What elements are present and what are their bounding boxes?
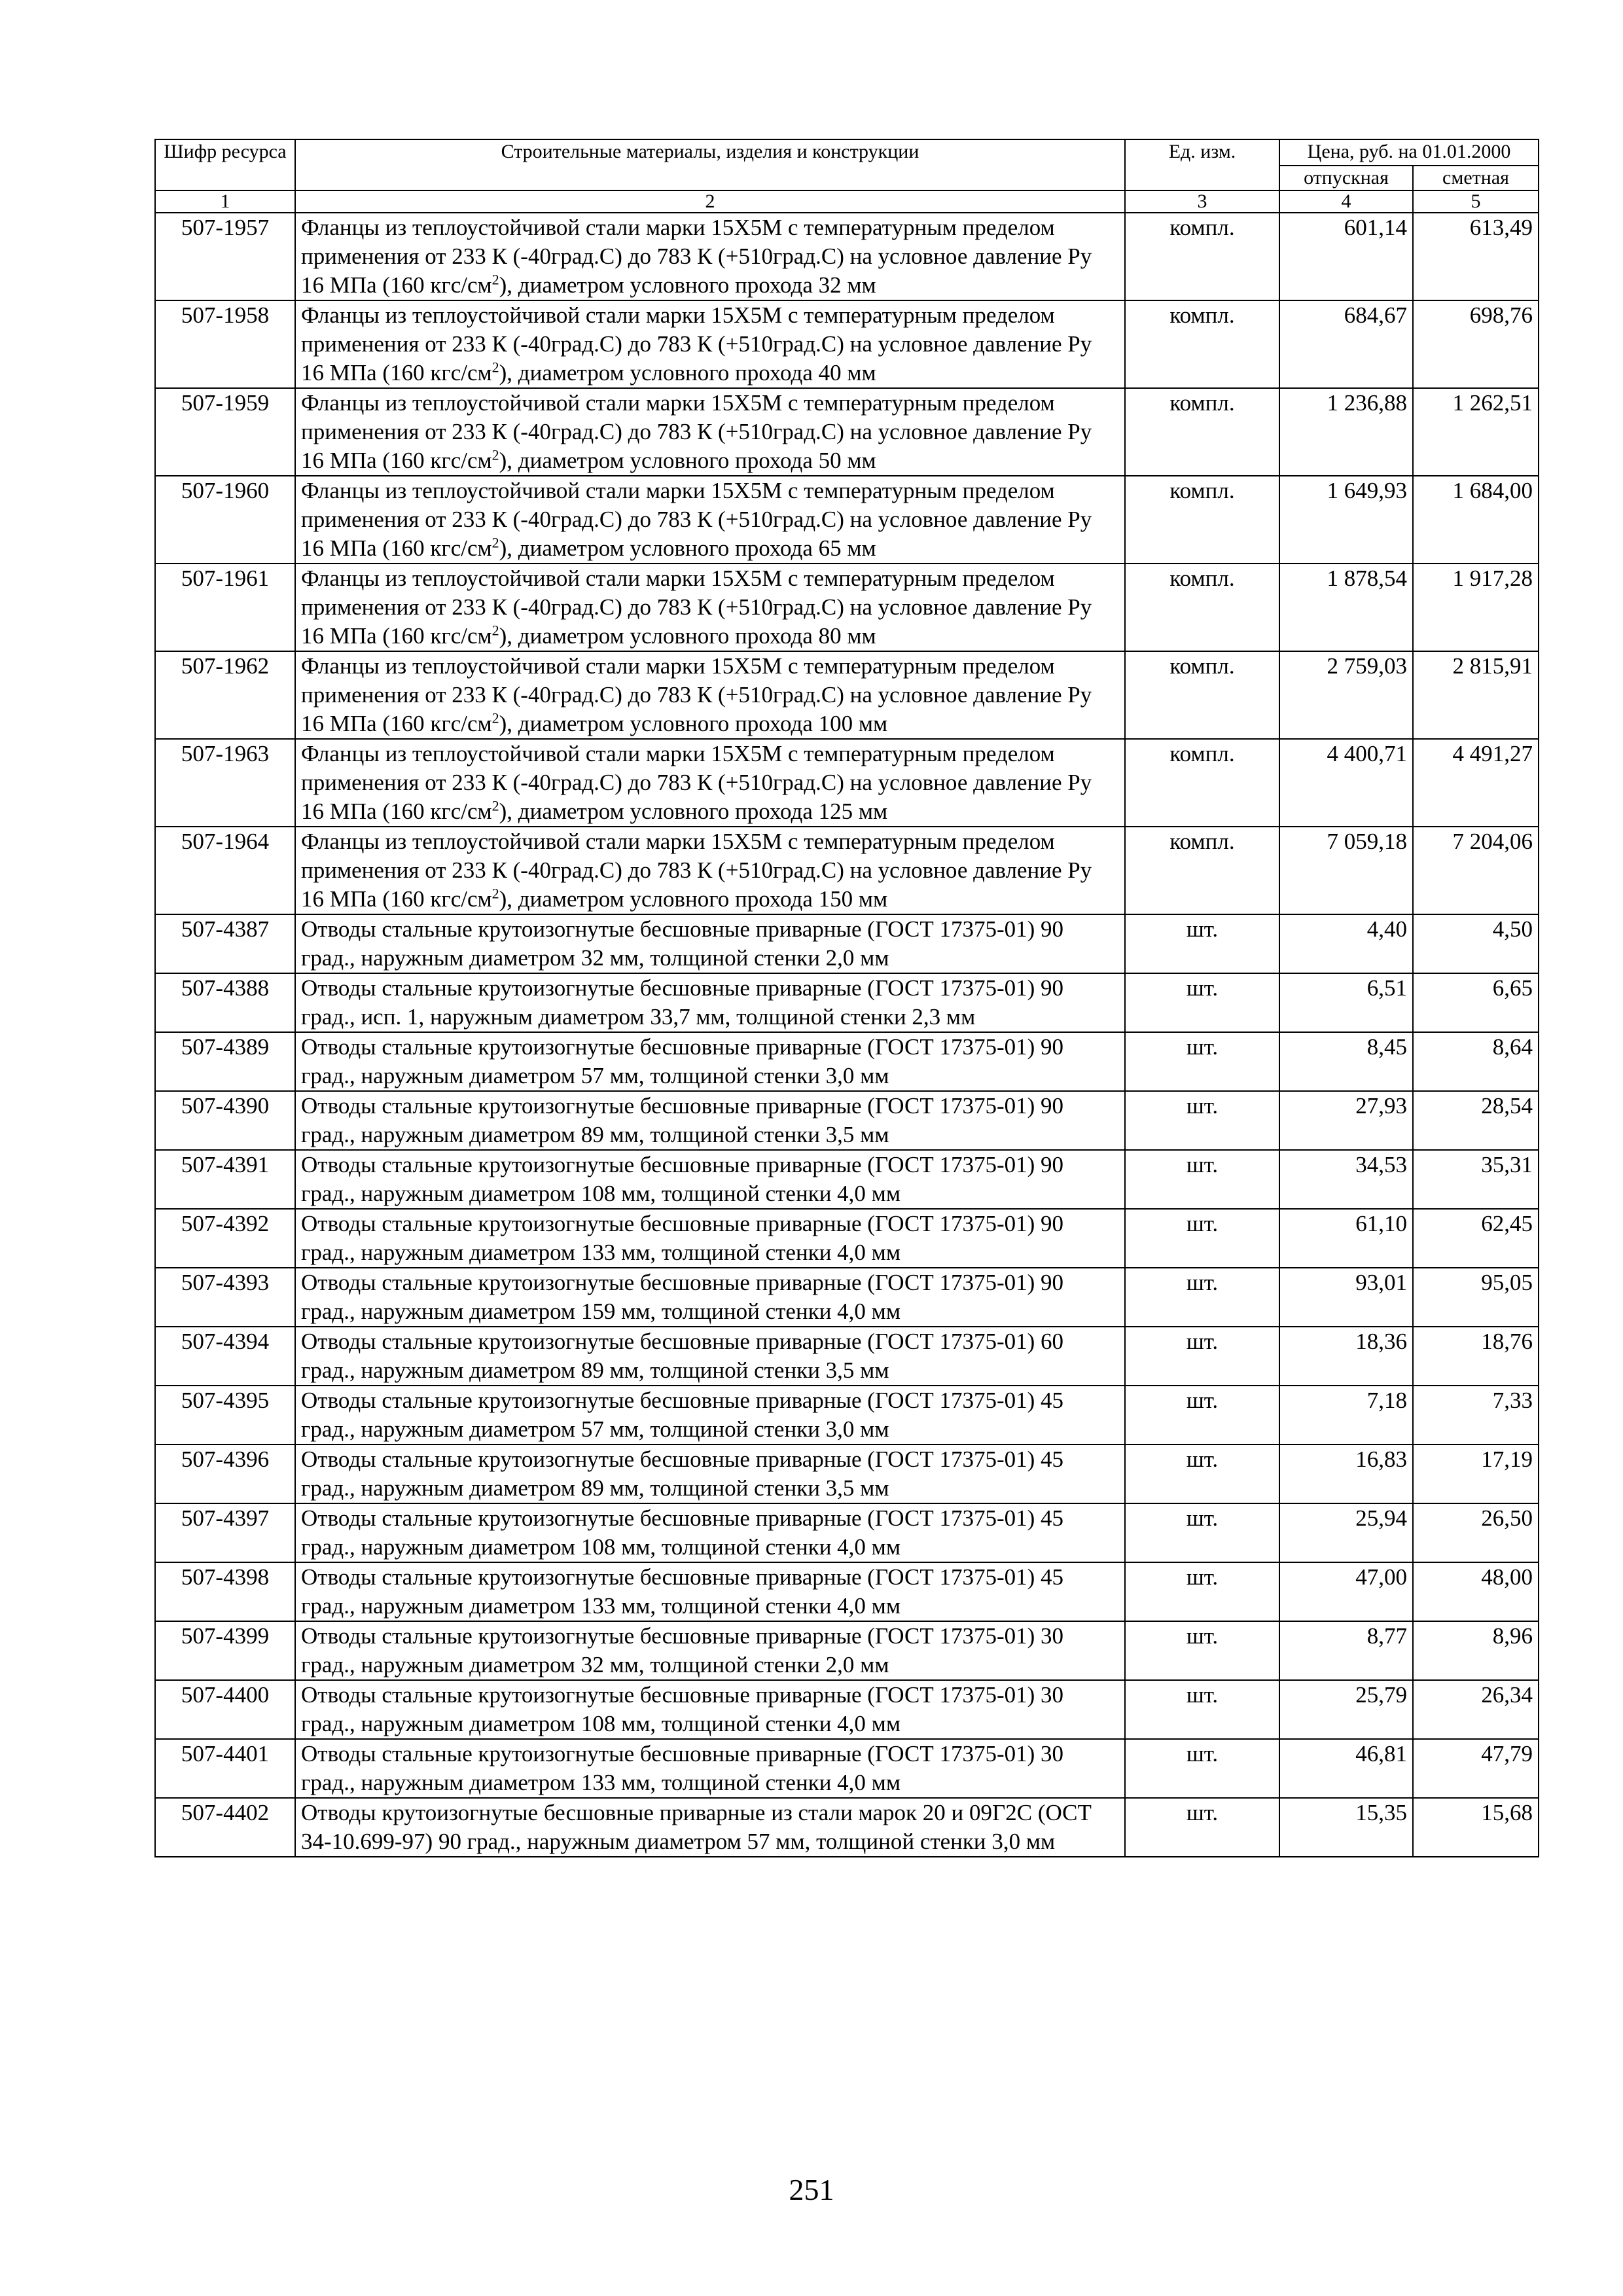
superscript: 2: [491, 797, 499, 814]
unit-of-measure: компл.: [1125, 476, 1279, 564]
release-price: 25,79: [1279, 1680, 1413, 1739]
release-price: 15,35: [1279, 1798, 1413, 1857]
release-price: 4,40: [1279, 914, 1413, 973]
resource-code: 507-4401: [155, 1739, 295, 1798]
material-description: [295, 1562, 1125, 1621]
resource-code: 507-4393: [155, 1268, 295, 1327]
resource-code: 507-1962: [155, 651, 295, 739]
material-description: [295, 1444, 1125, 1503]
description-text: Отводы стальные крутоизогнутые бесшовные приварные (ГОСТ 17375-01) 90 град., наружным диаметром 159 мм, толщиной стенки 4,0 мм: [301, 1270, 1064, 1324]
column-number: 4: [1279, 190, 1413, 213]
table-row: [155, 1268, 1539, 1327]
table-row: [155, 1798, 1539, 1857]
description-text: Фланцы из теплоустойчивой стали марки 15Х5М с температурным пределом применения от 233 К (-40град.С) до 783 К (+510град.С) на условное давление Ру 16 МПа (160 кгс/см: [301, 653, 1092, 736]
description-text-tail: ), диаметром условного прохода 150 мм: [499, 886, 888, 912]
resource-code: 507-4392: [155, 1209, 295, 1268]
description-text: Отводы стальные крутоизогнутые бесшовные приварные (ГОСТ 17375-01) 90 град., наружным диаметром 108 мм, толщиной стенки 4,0 мм: [301, 1152, 1064, 1206]
resource-code: 507-1957: [155, 213, 295, 300]
material-description: [295, 1209, 1125, 1268]
estimate-price: 7,33: [1413, 1386, 1539, 1444]
estimate-price: 95,05: [1413, 1268, 1539, 1327]
price-table: [154, 139, 1539, 1857]
estimate-price: 17,19: [1413, 1444, 1539, 1503]
resource-code: 507-1960: [155, 476, 295, 564]
estimate-price: 6,65: [1413, 973, 1539, 1032]
estimate-price: 47,79: [1413, 1739, 1539, 1798]
resource-code: 507-1961: [155, 564, 295, 651]
description-text: Отводы стальные крутоизогнутые бесшовные приварные (ГОСТ 17375-01) 30 град., наружным диаметром 133 мм, толщиной стенки 4,0 мм: [301, 1741, 1064, 1795]
superscript: 2: [491, 446, 499, 463]
unit-of-measure: шт.: [1125, 1386, 1279, 1444]
unit-of-measure: шт.: [1125, 1091, 1279, 1150]
description-text: Отводы стальные крутоизогнутые бесшовные приварные (ГОСТ 17375-01) 90 град., наружным диаметром 57 мм, толщиной стенки 3,0 мм: [301, 1034, 1064, 1088]
unit-of-measure: компл.: [1125, 827, 1279, 914]
material-description: [295, 1268, 1125, 1327]
release-price: 34,53: [1279, 1150, 1413, 1209]
unit-of-measure: шт.: [1125, 1562, 1279, 1621]
resource-code: 507-1958: [155, 300, 295, 388]
material-description: [295, 1150, 1125, 1209]
estimate-price: 18,76: [1413, 1327, 1539, 1386]
description-text-tail: ), диаметром условного прохода 40 мм: [499, 360, 876, 386]
column-number: 3: [1125, 190, 1279, 213]
superscript: 2: [491, 885, 499, 902]
estimate-price: 1 262,51: [1413, 388, 1539, 476]
unit-of-measure: шт.: [1125, 1503, 1279, 1562]
estimate-price: 2 815,91: [1413, 651, 1539, 739]
unit-of-measure: шт.: [1125, 1209, 1279, 1268]
release-price: 46,81: [1279, 1739, 1413, 1798]
table-row: [155, 1444, 1539, 1503]
table-row: [155, 1327, 1539, 1386]
description-text-tail: ), диаметром условного прохода 100 мм: [499, 711, 888, 736]
table-row: [155, 1150, 1539, 1209]
material-description: [295, 476, 1125, 564]
table-row: [155, 300, 1539, 388]
unit-of-measure: шт.: [1125, 1150, 1279, 1209]
material-description: [295, 914, 1125, 973]
description-text: Фланцы из теплоустойчивой стали марки 15Х5М с температурным пределом применения от 233 К (-40град.С) до 783 К (+510град.С) на условное давление Ру 16 МПа (160 кгс/см: [301, 741, 1092, 824]
description-text: Отводы стальные крутоизогнутые бесшовные приварные (ГОСТ 17375-01) 45 град., наружным диаметром 108 мм, толщиной стенки 4,0 мм: [301, 1505, 1064, 1560]
superscript: 2: [491, 622, 499, 639]
page-number: 251: [789, 2173, 834, 2206]
description-text-tail: ), диаметром условного прохода 50 мм: [499, 448, 876, 473]
release-price: 2 759,03: [1279, 651, 1413, 739]
resource-code: 507-4387: [155, 914, 295, 973]
estimate-price: 48,00: [1413, 1562, 1539, 1621]
resource-code: 507-4394: [155, 1327, 295, 1386]
table-row: [155, 1091, 1539, 1150]
column-numbers-row: [155, 190, 1539, 213]
resource-code: 507-1959: [155, 388, 295, 476]
resource-code: 507-4398: [155, 1562, 295, 1621]
material-description: [295, 827, 1125, 914]
table-row: [155, 739, 1539, 827]
release-price: 684,67: [1279, 300, 1413, 388]
material-description: [295, 564, 1125, 651]
unit-of-measure: шт.: [1125, 973, 1279, 1032]
description-text: Фланцы из теплоустойчивой стали марки 15Х5М с температурным пределом применения от 233 К (-40град.С) до 783 К (+510град.С) на условное давление Ру 16 МПа (160 кгс/см: [301, 215, 1092, 298]
resource-code: 507-4391: [155, 1150, 295, 1209]
resource-code: 507-4396: [155, 1444, 295, 1503]
release-price: 1 236,88: [1279, 388, 1413, 476]
estimate-price: 7 204,06: [1413, 827, 1539, 914]
superscript: 2: [491, 359, 499, 376]
description-text-tail: ), диаметром условного прохода 65 мм: [499, 535, 876, 561]
resource-code: 507-4400: [155, 1680, 295, 1739]
table-row: [155, 1621, 1539, 1680]
table-body: [155, 213, 1539, 1857]
material-description: [295, 1091, 1125, 1150]
unit-of-measure: шт.: [1125, 1327, 1279, 1386]
unit-of-measure: шт.: [1125, 1621, 1279, 1680]
estimate-price: 8,96: [1413, 1621, 1539, 1680]
table-row: [155, 973, 1539, 1032]
release-price: 18,36: [1279, 1327, 1413, 1386]
material-description: [295, 388, 1125, 476]
unit-of-measure: компл.: [1125, 651, 1279, 739]
description-text: Отводы стальные крутоизогнутые бесшовные приварные (ГОСТ 17375-01) 90 град., исп. 1, наружным диаметром 33,7 мм, толщиной стенки 2,3 мм: [301, 975, 1064, 1030]
resource-code: 507-4395: [155, 1386, 295, 1444]
estimate-price: 28,54: [1413, 1091, 1539, 1150]
unit-of-measure: компл.: [1125, 564, 1279, 651]
description-text: Фланцы из теплоустойчивой стали марки 15Х5М с температурным пределом применения от 233 К (-40град.С) до 783 К (+510град.С) на условное давление Ру 16 МПа (160 кгс/см: [301, 565, 1092, 649]
material-description: [295, 1739, 1125, 1798]
release-price: 47,00: [1279, 1562, 1413, 1621]
resource-code: 507-4390: [155, 1091, 295, 1150]
column-number: 2: [295, 190, 1125, 213]
table-row: [155, 213, 1539, 300]
unit-of-measure: компл.: [1125, 739, 1279, 827]
header-release: отпускная: [1279, 166, 1413, 190]
description-text: Фланцы из теплоустойчивой стали марки 15Х5М с температурным пределом применения от 233 К (-40град.С) до 783 К (+510град.С) на условное давление Ру 16 МПа (160 кгс/см: [301, 829, 1092, 912]
unit-of-measure: шт.: [1125, 1798, 1279, 1857]
header-name: Строительные материалы, изделия и конструкции: [295, 139, 1125, 190]
table-row: [155, 1680, 1539, 1739]
description-text: Отводы стальные крутоизогнутые бесшовные приварные (ГОСТ 17375-01) 60 град., наружным диаметром 89 мм, толщиной стенки 3,5 мм: [301, 1329, 1064, 1383]
column-number: 5: [1413, 190, 1539, 213]
material-description: [295, 739, 1125, 827]
description-text: Отводы стальные крутоизогнутые бесшовные приварные (ГОСТ 17375-01) 45 град., наружным диаметром 57 мм, толщиной стенки 3,0 мм: [301, 1388, 1064, 1442]
material-description: [295, 300, 1125, 388]
release-price: 601,14: [1279, 213, 1413, 300]
description-text: Отводы стальные крутоизогнутые бесшовные приварные (ГОСТ 17375-01) 45 град., наружным диаметром 133 мм, толщиной стенки 4,0 мм: [301, 1564, 1064, 1619]
material-description: [295, 1032, 1125, 1091]
resource-code: 507-4399: [155, 1621, 295, 1680]
description-text: Отводы стальные крутоизогнутые бесшовные приварные (ГОСТ 17375-01) 30 град., наружным диаметром 108 мм, толщиной стенки 4,0 мм: [301, 1682, 1064, 1736]
release-price: 7 059,18: [1279, 827, 1413, 914]
superscript: 2: [491, 709, 499, 726]
resource-code: 507-1964: [155, 827, 295, 914]
column-number: 1: [155, 190, 295, 213]
description-text: Фланцы из теплоустойчивой стали марки 15Х5М с температурным пределом применения от 233 К (-40град.С) до 783 К (+510град.С) на условное давление Ру 16 МПа (160 кгс/см: [301, 478, 1092, 561]
superscript: 2: [491, 271, 499, 288]
estimate-price: 698,76: [1413, 300, 1539, 388]
header-price: Цена, руб. на 01.01.2000: [1279, 139, 1539, 166]
release-price: 6,51: [1279, 973, 1413, 1032]
estimate-price: 26,50: [1413, 1503, 1539, 1562]
description-text-tail: ), диаметром условного прохода 80 мм: [499, 623, 876, 649]
release-price: 7,18: [1279, 1386, 1413, 1444]
table-row: [155, 1032, 1539, 1091]
release-price: 8,77: [1279, 1621, 1413, 1680]
description-text: Отводы стальные крутоизогнутые бесшовные приварные (ГОСТ 17375-01) 90 град., наружным диаметром 89 мм, толщиной стенки 3,5 мм: [301, 1093, 1064, 1147]
material-description: [295, 1621, 1125, 1680]
unit-of-measure: компл.: [1125, 213, 1279, 300]
release-price: 1 878,54: [1279, 564, 1413, 651]
table-row: [155, 1562, 1539, 1621]
table-row: [155, 1503, 1539, 1562]
release-price: 1 649,93: [1279, 476, 1413, 564]
release-price: 8,45: [1279, 1032, 1413, 1091]
table-row: [155, 564, 1539, 651]
release-price: 4 400,71: [1279, 739, 1413, 827]
material-description: [295, 1386, 1125, 1444]
unit-of-measure: компл.: [1125, 300, 1279, 388]
table-row: [155, 914, 1539, 973]
resource-code: 507-4389: [155, 1032, 295, 1091]
unit-of-measure: шт.: [1125, 1444, 1279, 1503]
table-row: [155, 1739, 1539, 1798]
superscript: 2: [491, 534, 499, 551]
resource-code: 507-1963: [155, 739, 295, 827]
description-text: Отводы стальные крутоизогнутые бесшовные приварные (ГОСТ 17375-01) 90 град., наружным диаметром 32 мм, толщиной стенки 2,0 мм: [301, 916, 1064, 971]
table-row: [155, 476, 1539, 564]
resource-code: 507-4397: [155, 1503, 295, 1562]
release-price: 93,01: [1279, 1268, 1413, 1327]
estimate-price: 35,31: [1413, 1150, 1539, 1209]
description-text-tail: ), диаметром условного прохода 125 мм: [499, 798, 888, 824]
unit-of-measure: шт.: [1125, 1268, 1279, 1327]
description-text: Фланцы из теплоустойчивой стали марки 15Х5М с температурным пределом применения от 233 К (-40град.С) до 783 К (+510град.С) на условное давление Ру 16 МПа (160 кгс/см: [301, 390, 1092, 473]
unit-of-measure: компл.: [1125, 388, 1279, 476]
description-text-tail: ), диаметром условного прохода 32 мм: [499, 272, 876, 298]
table-row: [155, 1209, 1539, 1268]
material-description: [295, 1503, 1125, 1562]
material-description: [295, 1798, 1125, 1857]
resource-code: 507-4388: [155, 973, 295, 1032]
table-row: [155, 827, 1539, 914]
release-price: 61,10: [1279, 1209, 1413, 1268]
description-text: Фланцы из теплоустойчивой стали марки 15Х5М с температурным пределом применения от 233 К (-40град.С) до 783 К (+510град.С) на условное давление Ру 16 МПа (160 кгс/см: [301, 302, 1092, 386]
description-text: Отводы стальные крутоизогнутые бесшовные приварные (ГОСТ 17375-01) 90 град., наружным диаметром 133 мм, толщиной стенки 4,0 мм: [301, 1211, 1064, 1265]
table-row: [155, 651, 1539, 739]
table-row: [155, 388, 1539, 476]
material-description: [295, 1680, 1125, 1739]
table-row: [155, 1386, 1539, 1444]
resource-code: 507-4402: [155, 1798, 295, 1857]
description-text: Отводы стальные крутоизогнутые бесшовные приварные (ГОСТ 17375-01) 30 град., наружным диаметром 32 мм, толщиной стенки 2,0 мм: [301, 1623, 1064, 1677]
estimate-price: 26,34: [1413, 1680, 1539, 1739]
description-text: Отводы стальные крутоизогнутые бесшовные приварные (ГОСТ 17375-01) 45 град., наружным диаметром 89 мм, толщиной стенки 3,5 мм: [301, 1446, 1064, 1501]
unit-of-measure: шт.: [1125, 1032, 1279, 1091]
estimate-price: 15,68: [1413, 1798, 1539, 1857]
release-price: 27,93: [1279, 1091, 1413, 1150]
estimate-price: 1 917,28: [1413, 564, 1539, 651]
unit-of-measure: шт.: [1125, 1680, 1279, 1739]
material-description: [295, 651, 1125, 739]
estimate-price: 62,45: [1413, 1209, 1539, 1268]
release-price: 25,94: [1279, 1503, 1413, 1562]
release-price: 16,83: [1279, 1444, 1413, 1503]
estimate-price: 613,49: [1413, 213, 1539, 300]
description-text: Отводы крутоизогнутые бесшовные приварные из стали марок 20 и 09Г2С (ОСТ 34-10.699-97) 90 град., наружным диаметром 57 мм, толщиной стенки 3,0 мм: [301, 1800, 1092, 1854]
estimate-price: 1 684,00: [1413, 476, 1539, 564]
header-estimate: сметная: [1413, 166, 1539, 190]
material-description: [295, 213, 1125, 300]
unit-of-measure: шт.: [1125, 1739, 1279, 1798]
header-code: Шифр ресурса: [155, 139, 295, 190]
estimate-price: 4,50: [1413, 914, 1539, 973]
material-description: [295, 973, 1125, 1032]
estimate-price: 8,64: [1413, 1032, 1539, 1091]
material-description: [295, 1327, 1125, 1386]
estimate-price: 4 491,27: [1413, 739, 1539, 827]
unit-of-measure: шт.: [1125, 914, 1279, 973]
header-unit: Ед. изм.: [1125, 139, 1279, 190]
